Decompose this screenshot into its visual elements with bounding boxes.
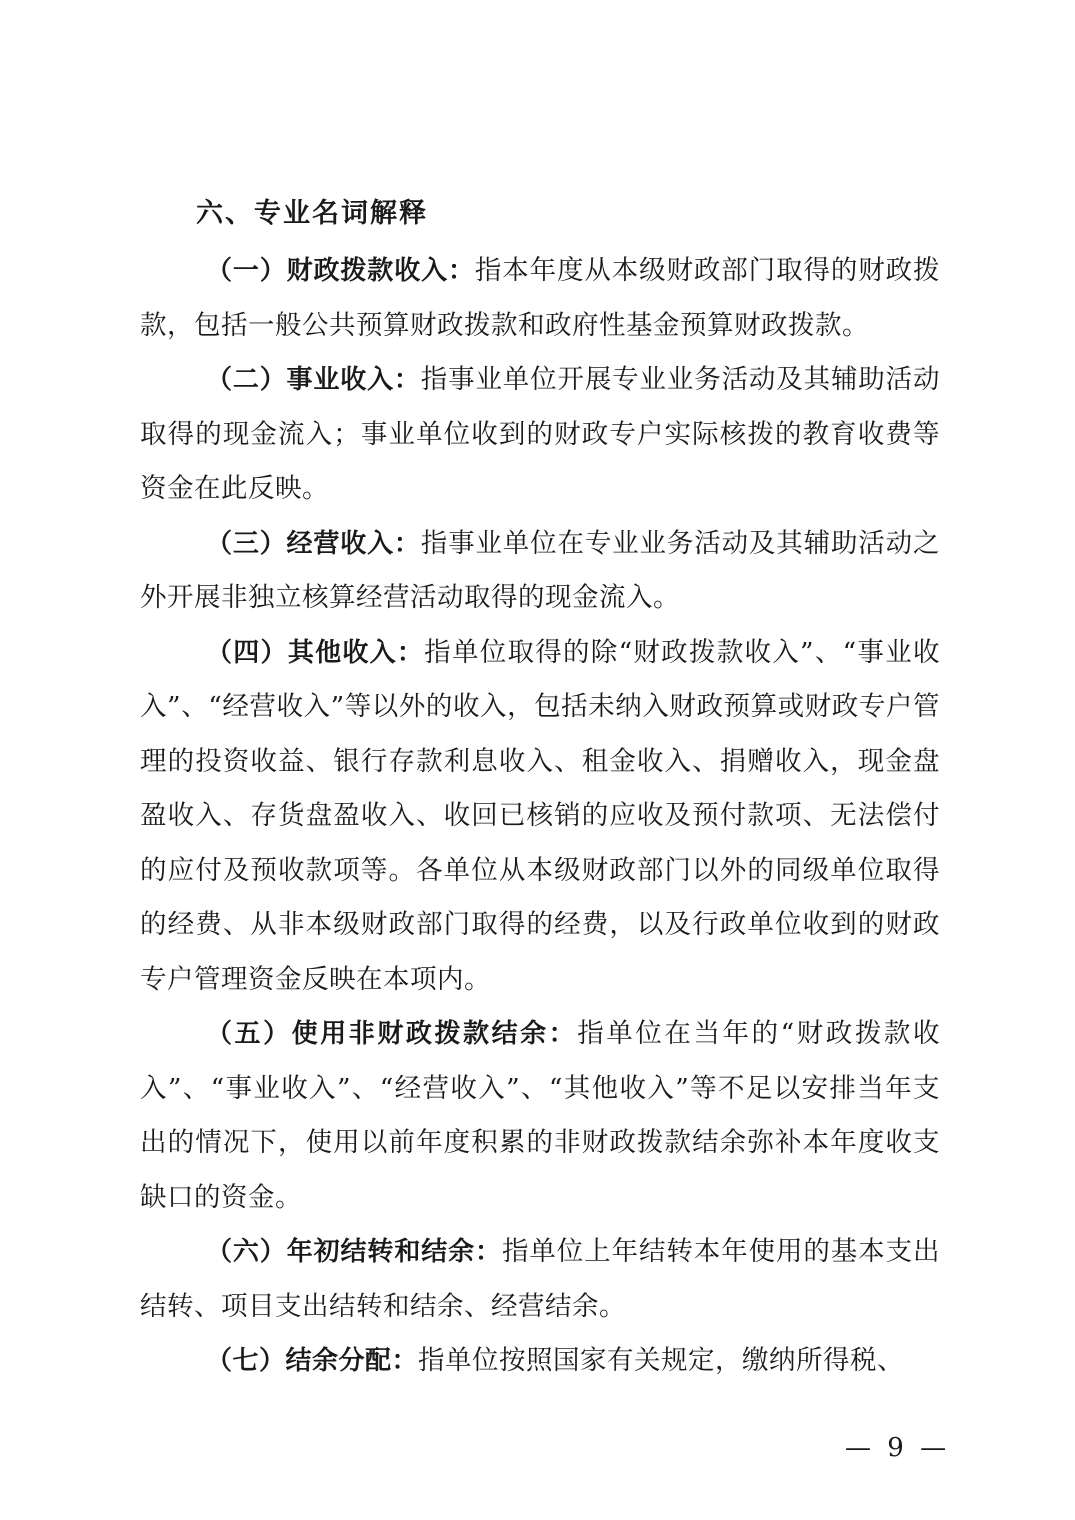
- paragraph-opening-carryover: [140, 1225, 940, 1334]
- paragraph-operating-income: [140, 517, 940, 626]
- term-label: （六）年初结转和结余：: [206, 1237, 502, 1267]
- term-definition: 指事业单位开展专业业务活动及其辅助活动取得的现金流入；事业单位收到的财政专户实际核拨的教育收费等资金在此反映。: [140, 364, 940, 504]
- term-definition: 指本年度从本级财政部门取得的财政拨款，包括一般公共预算财政拨款和政府性基金预算财政拨款。: [140, 255, 940, 341]
- term-label: （一）财政拨款收入：: [206, 256, 475, 286]
- section-title: 六、专业名词解释: [196, 198, 428, 229]
- paragraph-non-fiscal-surplus-use: [140, 1007, 940, 1225]
- term-label: （七）结余分配：: [206, 1346, 419, 1376]
- page-number: — 9 —: [845, 1433, 951, 1463]
- paragraph-other-income: [140, 626, 940, 1008]
- body-text: [140, 244, 940, 1389]
- term-definition: 指事业单位在专业业务活动及其辅助活动之外开展非独立核算经营活动取得的现金流入。: [140, 527, 940, 613]
- term-label: （四）其他收入：: [206, 637, 425, 668]
- term-label: （三）经营收入：: [206, 528, 421, 559]
- term-definition: 指单位按照国家有关规定，缴纳所得税、: [418, 1345, 905, 1376]
- term-definition: 指单位上年结转本年使用的基本支出结转、项目支出结转和结余、经营结余。: [140, 1236, 940, 1322]
- document-page: [140, 0, 940, 1520]
- paragraph-business-income: [140, 353, 940, 517]
- paragraph-surplus-distribution: [140, 1334, 940, 1389]
- term-definition: 指单位取得的除“财政拨款收入”、“事业收入”、“经营收入”等以外的收入，包括未纳入财政预算或财政专户管理的投资收益、银行存款利息收入、租金收入、捐赠收入，现金盘盈收入、存货盘盈收入、收回已核销的应收及预付款项、无法偿付的应付及预收款项等。各单位从本级财政部门以外的同级单位取得的经费、从非本级财政部门取得的经费，以及行政单位收到的财政专户管理资金反映在本项内。: [140, 636, 940, 995]
- term-label: （二）事业收入：: [206, 365, 421, 395]
- term-definition: 指单位在当年的“财政拨款收入”、“事业收入”、“经营收入”、“其他收入”等不足以安排当年支出的情况下，使用以前年度积累的非财政拨款结余弥补本年度收支缺口的资金。: [140, 1018, 940, 1213]
- paragraph-fiscal-appropriation-income: [140, 244, 940, 353]
- term-label: （五）使用非财政拨款结余：: [206, 1019, 578, 1049]
